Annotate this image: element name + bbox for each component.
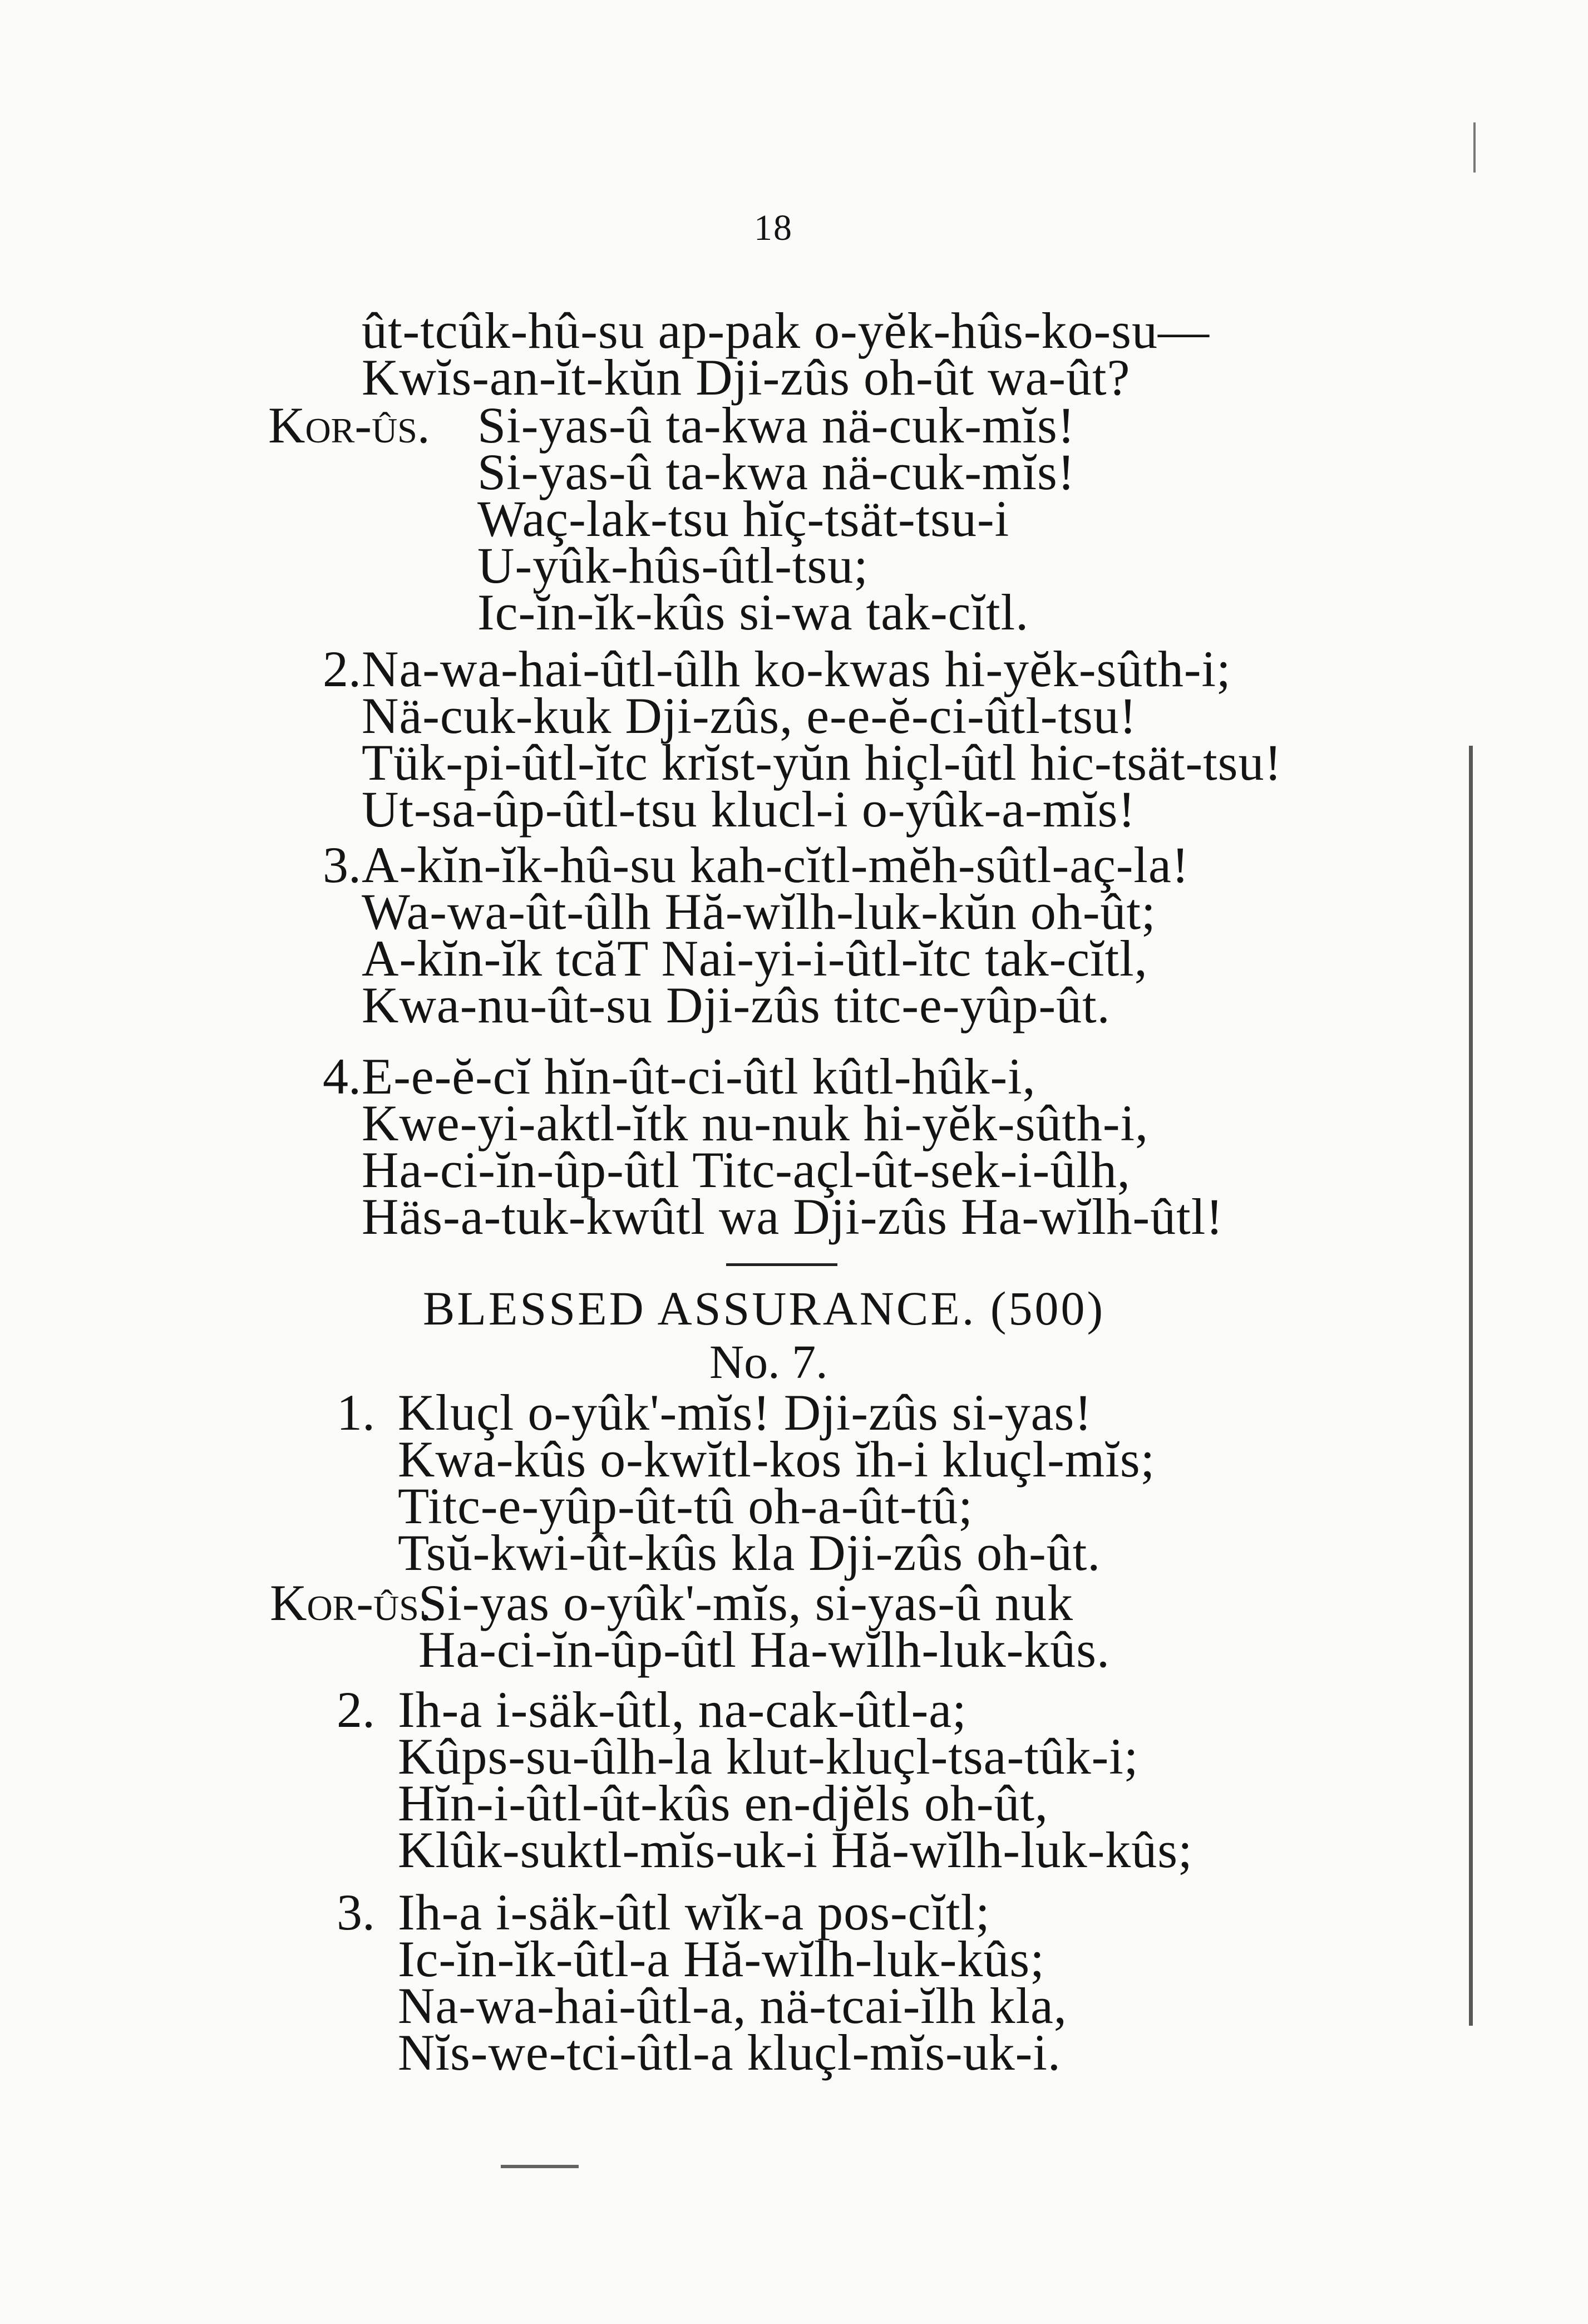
verse-line: Tük-pi-ûtl-ĭtc krĭst-yŭn hiçl-ûtl hic-tsät-tsu! (362, 734, 1283, 791)
hymn1-line-1: ût-tcûk-hû-su ap-pak o-yĕk-hûs-ko-su— (362, 302, 1210, 359)
verse-line: Ha-ci-ĭn-ûp-ûtl Titc-açl-ût-sek-i-ûlh, (362, 1141, 1131, 1198)
verse-line: Na-wa-hai-ûtl-ûlh ko-kwas hi-yĕk-sûth-i; (362, 641, 1231, 697)
verse-line: Kwa-nu-ût-su Dji-zûs titc-e-yûp-ût. (362, 977, 1111, 1033)
chorus-line-1: Si-yas-û ta-kwa nä-cuk-mĭs! (477, 397, 1076, 454)
chorus-label: Kor-ûs. (270, 1574, 432, 1631)
section-divider (726, 1263, 837, 1266)
verse-line: Kwe-yi-aktl-ĭtk nu-nuk hi-yĕk-sûth-i, (362, 1095, 1149, 1151)
chorus-line-2: Si-yas-û ta-kwa nä-cuk-mĭs! (477, 444, 1076, 500)
verse-line: Klûk-suktl-mĭs-uk-i Hă-wĭlh-luk-kûs; (398, 1821, 1193, 1878)
verse-line: Ih-a i-säk-ûtl wĭk-a pos-cĭtl; (398, 1884, 990, 1941)
verse-number: 4. (323, 1048, 361, 1105)
verse-line: Ic-ĭn-ĭk-ûtl-a Hă-wĭlh-luk-kûs; (398, 1931, 1045, 1987)
chorus-line-5: Ic-ĭn-ĭk-kûs si-wa tak-cĭtl. (477, 584, 1029, 641)
verse-line: Kluçl o-yûk'-mĭs! Dji-zûs si-yas! (398, 1384, 1092, 1441)
hymn-title: BLESSED ASSURANCE. (500) (423, 1282, 1106, 1335)
verse-number: 2. (337, 1681, 375, 1738)
verse-line: Tsŭ-kwi-ût-kûs kla Dji-zûs oh-ût. (398, 1524, 1101, 1581)
hymn1-line-2: Kwĭs-an-ĭt-kŭn Dji-zûs oh-ût wa-ût? (362, 349, 1131, 406)
verse-line: Nä-cuk-kuk Dji-zûs, e-e-ĕ-ci-ûtl-tsu! (362, 687, 1137, 744)
verse-line: Kûps-su-ûlh-la klut-kluçl-tsa-tûk-i; (398, 1728, 1139, 1785)
verse-line: Ih-a i-säk-ûtl, na-cak-ûtl-a; (398, 1681, 967, 1738)
verse-number: 1. (337, 1384, 375, 1441)
verse-line: Na-wa-hai-ûtl-a, nä-tcai-ĭlh kla, (398, 1977, 1067, 2034)
chorus-label: Kor-ûs. (268, 397, 430, 454)
chorus-line-1: Si-yas o-yûk'-mĭs, si-yas-û nuk (418, 1574, 1074, 1631)
page-edge-mark (1473, 122, 1476, 173)
verse-number: 2. (323, 641, 361, 697)
verse-line: Wa-wa-ût-ûlh Hă-wĭlh-luk-kŭn oh-ût; (362, 883, 1156, 940)
hymn-number: No. 7. (709, 1335, 828, 1389)
verse-line: E-e-ĕ-cĭ hĭn-ût-ci-ûtl kûtl-hûk-i, (362, 1048, 1036, 1105)
verse-number: 3. (337, 1884, 375, 1941)
verse-number: 3. (323, 836, 361, 893)
verse-line: Nĭs-we-tci-ûtl-a kluçl-mĭs-uk-i. (398, 2024, 1061, 2081)
verse-line: Ut-sa-ûp-ûtl-tsu klucl-i o-yûk-a-mĭs! (362, 781, 1136, 838)
scan-smudge (501, 2165, 579, 2168)
page-number: 18 (754, 208, 793, 248)
verse-line: A-kĭn-ĭk tcăT Nai-yi-i-ûtl-ĭtc tak-cĭtl, (362, 930, 1148, 987)
verse-line: A-kĭn-ĭk-hû-su kah-cĭtl-mĕh-sûtl-aç-la! (362, 836, 1190, 893)
verse-line: Häs-a-tuk-kwûtl wa Dji-zûs Ha-wĭlh-ûtl! (362, 1188, 1224, 1245)
verse-line: Hĭn-i-ûtl-ût-kûs en-djĕls oh-ût, (398, 1775, 1049, 1831)
chorus-line-3: Waç-lak-tsu hĭç-tsät-tsu-i (477, 490, 1010, 547)
verse-line: Titc-e-yûp-ût-tû oh-a-ût-tû; (398, 1478, 973, 1534)
chorus-line-4: U-yûk-hûs-ûtl-tsu; (477, 537, 869, 594)
page-edge-shadow (1469, 746, 1473, 2026)
verse-line: Kwa-kûs o-kwĭtl-kos ĭh-i kluçl-mĭs; (398, 1431, 1156, 1488)
chorus-line-2: Ha-ci-ĭn-ûp-ûtl Ha-wĭlh-luk-kûs. (418, 1621, 1111, 1678)
